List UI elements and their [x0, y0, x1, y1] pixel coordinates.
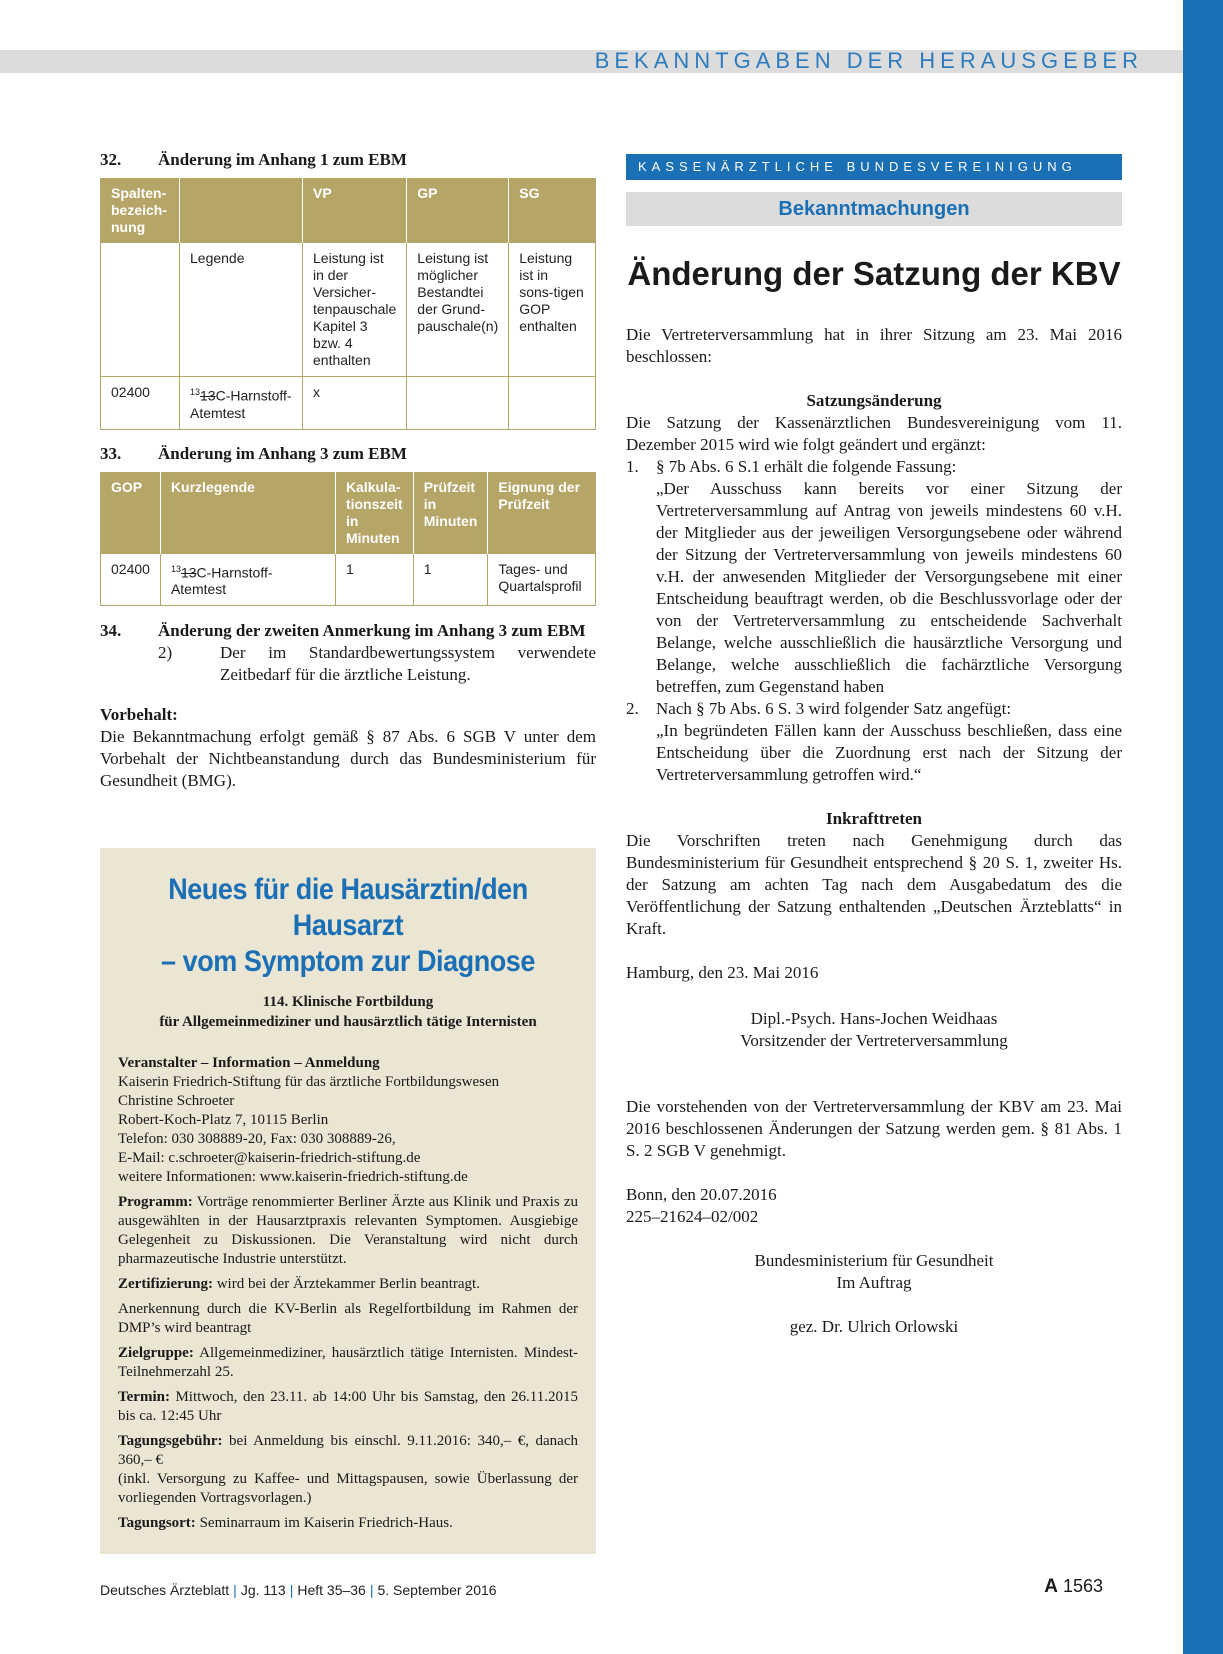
- right-column: [626, 154, 1122, 1338]
- table-row: 02400 $^{13}$13C-Harnstoff-Atemtest x: [101, 377, 596, 430]
- section-33-heading: 33. Änderung im Anhang 3 zum EBM: [100, 443, 407, 463]
- signature-block: Dipl.-Psych. Hans-Jochen Weidhaas Vorsitzender der Vertreterversammlung: [740, 1009, 1008, 1050]
- tagungsort: Tagungsort: Seminarraum im Kaiserin Friedrich-Haus.: [118, 1515, 453, 1531]
- approval-date: Bonn, den 20.07.2016 225–21624–02/002: [626, 1185, 777, 1226]
- table-header-row: Spalten-bezeich-nung VP GP SG: [101, 179, 596, 243]
- organizer-lines: Kaiserin Friedrich-Stiftung für das ärztliche Fortbildungswesen Christine Schroeter Robert-Koch-Platz 7, 10115 Berlin Telefon: 030 308889-20, Fax: 030 308889-26, E-Mail: c.schroeter@kaiserin-friedrich-stiftung.de weitere Informationen: www.kaiserin-friedrich-stiftung.de: [118, 1074, 500, 1185]
- ministry-signature: Bundesministerium für Gesundheit Im Auftrag gez. Dr. Ulrich Orlowski: [754, 1251, 994, 1336]
- anhang3-table: [100, 472, 596, 607]
- section-34-item: 2) Der im Standardbewertungssystem verwendete Zeitbedarf für die ärztliche Leistung.: [158, 643, 596, 685]
- termin: Termin: Mittwoch, den 23.11. ab 14:00 Uhr bis Samstag, den 26.11.2015 bis ca. 12:45 Uhr: [118, 1389, 579, 1424]
- place-date: Hamburg, den 23. Mai 2016: [626, 963, 819, 982]
- table-header-row: GOP Kurzlegende Kalkula-tionszeit in Minuten Prüfzeit in Minuten Eignung der Prüfzeit: [101, 472, 596, 553]
- event-details: Veranstalter – Information – Anmeldung Kaiserin Friedrich-Stiftung für das ärztliche Fortbildungswesen Christine Schroeter Robert-Koch-Platz 7, 10115 Berlin Telefon: 030 308889-20, Fax: 030 308889-26, E-Mail: c.schroeter@kaiserin-friedrich-stiftung.de weitere Informationen: www.kaiserin-friedrich-stiftung.de Programm: Vorträge renommierter Berliner Ärzte aus Klinik und Praxis zu ausgewählten in der Hausarztpraxis relevanten Symptomen. Ausgiebige Gelegenheit zu Diskussionen. Die Veranstaltung wird nicht durch pharmazeutische Industrie unterstützt. Zertifizierung: wird bei der Ärztekammer Berlin beantragt. Anerkennung durch die KV-Berlin als Regelfortbildung im Rahmen der DMP’s wird beantragt Zielgruppe: Allgemeinmediziner, hausärztlich tätige Internisten. Mindest-Teilnehmerzahl 25. Termin: Mittwoch, den 23.11. ab 14:00 Uhr bis Samstag, den 26.11.2015 bis ca. 12:45 Uhr Tagungsgebühr: bei Anmeldung bis einschl. 9.11.2016: 340,– €, danach 360,– € (inkl. Versorgung zu Kaffee- und Mittagspausen, sowie Überlassung der vorliegenden Vortragsvorlagen.) Tagungsort: Seminarraum im Kaiserin Friedrich-Haus.: [118, 1055, 579, 1531]
- vorbehalt-text: Die Bekanntmachung erfolgt gemäß § 87 Abs. 6 SGB V unter dem Vorbehalt der Nichtbeanstandung durch das Bundesministerium für Gesundheit (BMG).: [100, 727, 596, 791]
- list-item: 2. Nach § 7b Abs. 6 S. 3 wird folgender Satz angefügt: „In begründeten Fällen kann der Ausschuss beschließen, dass eine Entscheidung über die Zuordnung erst nach der Sitzung der Vertreterversammlung getroffen wird.“: [626, 699, 1122, 784]
- zertifizierung: Zertifizierung: wird bei der Ärztekammer Berlin beantragt.: [118, 1276, 480, 1292]
- list-item: 1. § 7b Abs. 6 S.1 erhält die folgende Fassung: „Der Ausschuss kann bereits vor einer Sitzung der Vertreterversammlung auf Antrag von jeweils mindestens 60 v.H. der Mitglieder aus der jeweiligen Versorgungsebene oder während der Sitzung der Vertreterversammlung von jeweils mindestens 60 v.H. der anwesenden Mitglieder der Versorgungsebene mit einer Entscheidung beauftragt werden, ob die Beschlussvorlage oder der von der Vertreterversammlung zu entscheidende Sachverhalt Belange, welche ausschließlich die hausärztliche Versorgung und Belange, welche ausschließlich die fachärztliche Versorgung betreffen, zum Gegenstand haben: [626, 457, 1122, 696]
- inkrafttreten-heading: Inkrafttreten: [826, 809, 922, 828]
- section-32-heading: 32. Änderung im Anhang 1 zum EBM: [100, 150, 407, 169]
- inkrafttreten-text: Die Vorschriften treten nach Genehmigung durch das Bundesministerium für Gesundheit entsprechend § 20 S. 1, zweiter Hs. der Satzung am achten Tag nach dem Ausgabedatum des die Veröffentlichung der Satzung enthaltenden „Deutschen Ärzteblatts“ in Kraft.: [626, 831, 1122, 938]
- satzung-heading: Satzungsänderung: [806, 391, 942, 410]
- intro-text: Die Vertreterversammlung hat in ihrer Sitzung am 23. Mai 2016 beschlossen:: [626, 325, 1122, 366]
- section-header: BEKANNTGABEN DER HERAUSGEBER: [594, 48, 1143, 73]
- tagungsgebuehr: Tagungsgebühr: bei Anmeldung bis einschl. 9.11.2016: 340,– €, danach 360,– € (inkl. Versorgung zu Kaffee- und Mittagspausen, sowie Überlassung der vorliegenden Vortragsvorlagen.): [118, 1433, 578, 1506]
- table-row: Legende Leistung ist in der Versicher-tenpauschale Kapitel 3 bzw. 4 enthalten Leistung ist möglicher Bestandtei der Grund-pauschale(n) Leistung ist in sons-tigen GOP enthalten: [101, 243, 596, 377]
- approval-text: Die vorstehenden von der Vertreterversammlung der KBV am 23. Mai 2016 beschlossenen Änderungen der Satzung werden gem. § 81 Abs. 1 S. 2 SGB V genehmigt.: [626, 1097, 1122, 1160]
- announcements-banner: Bekanntmachungen: [626, 192, 1122, 226]
- section-34-heading: 34. Änderung der zweiten Anmerkung im Anhang 3 zum EBM: [100, 621, 586, 641]
- side-accent-bar: [1183, 0, 1223, 1654]
- left-column: [100, 150, 596, 792]
- event-box: [100, 848, 596, 1554]
- footer: Deutsches Ärzteblatt | Jg. 113 | Heft 35–36 | 5. September 2016: [100, 1582, 497, 1598]
- event-headline: Neues für die Hausärztin/den Hausarzt – vom Symptom zur Diagnose: [161, 873, 535, 978]
- org-banner: KASSENÄRZTLICHE BUNDESVEREINIGUNG: [626, 154, 1122, 180]
- anerkennung: Anerkennung durch die KV-Berlin als Regelfortbildung im Rahmen der DMP’s wird beantragt: [118, 1301, 578, 1336]
- page-number: A 1563: [1044, 1576, 1103, 1597]
- vorbehalt-title: Vorbehalt:: [100, 705, 178, 725]
- satzung-text: Die Satzung der Kassenärztlichen Bundesvereinigung vom 11. Dezember 2015 wird wie folgt geändert und ergänzt:: [626, 413, 1122, 454]
- anhang1-table: [100, 178, 596, 430]
- programm: Programm: Vorträge renommierter Berliner Ärzte aus Klinik und Praxis zu ausgewählten in der Hausarztpraxis relevanten Symptomen. Ausgiebige Gelegenheit zu Diskussionen. Die Veranstaltung wird nicht durch pharmazeutische Industrie unterstützt.: [118, 1194, 578, 1267]
- zielgruppe: Zielgruppe: Allgemeinmediziner, hausärztlich tätige Internisten. Mindest-Teilnehmerzahl 25.: [118, 1345, 578, 1380]
- article-title: Änderung der Satzung der KBV: [627, 255, 1121, 292]
- table-row: 02400 $^{13}$13C-Harnstoff-Atemtest 1 1 Tages- und Quartalsprofil: [101, 553, 596, 606]
- event-subtitle: 114. Klinische Fortbildung für Allgemeinmediziner und hausärztlich tätige Internisten: [159, 994, 537, 1030]
